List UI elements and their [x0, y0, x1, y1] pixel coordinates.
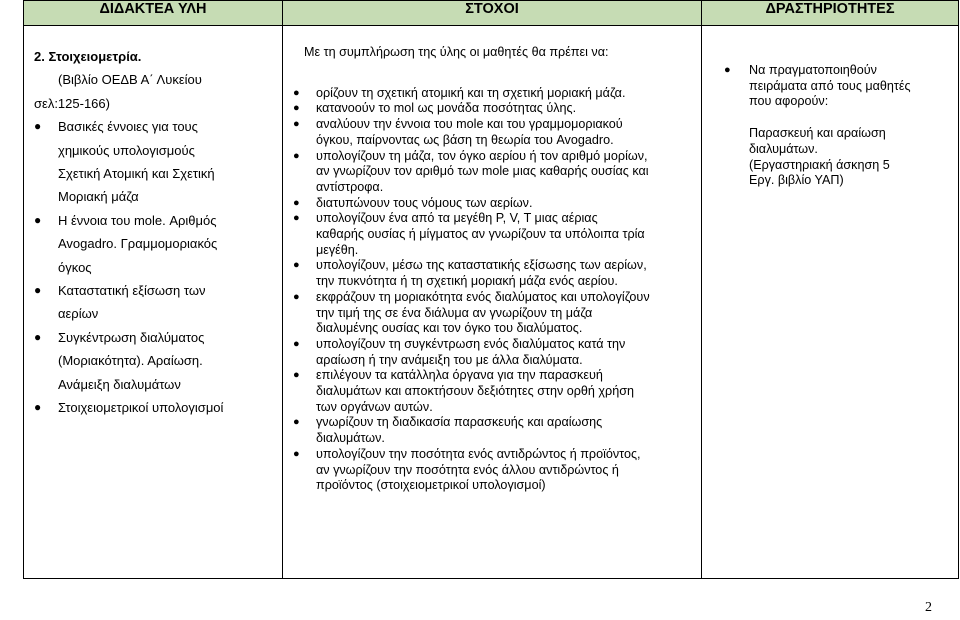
objective-item [293, 258, 701, 289]
objective-line: διαλυμάτων και αποκτήσουν δεξιότητες στην ορθή χρήση [316, 384, 634, 399]
syllabus-item-line: αερίων [58, 306, 99, 322]
header-drastiriotites: ΔΡΑΣΤΗΡΙΟΤΗΤΕΣ [702, 1, 959, 26]
objective-line: υπολογίζουν, μέσω της καταστατικής εξίσωσης των αερίων, [316, 258, 647, 273]
objective-line: των οργάνων αυτών. [316, 399, 433, 414]
objective-item [293, 368, 701, 415]
objective-line: υπολογίζουν ένα από τα μεγέθη P, V, T μιας αέριας [316, 211, 598, 226]
syllabus-item-line: Σχετική Ατομική και Σχετική [58, 166, 215, 182]
syllabus-item-line: Στοιχειομετρικοί υπολογισμοί [58, 400, 224, 416]
objective-line: καθαρής ουσίας ή μίγματος αν γνωρίζουν τα υπόλοιπα τρία [316, 227, 645, 242]
syllabus-cell [24, 26, 283, 579]
content-row [24, 26, 959, 579]
activity-detail-line: Παρασκευή και αραίωση [749, 126, 886, 141]
header-row [24, 1, 959, 26]
curriculum-table [23, 0, 959, 579]
bullet-icon: ● [34, 283, 42, 298]
syllabus-item [34, 396, 282, 419]
section-title: 2. Στοιχειομετρία. [34, 49, 142, 64]
bullet-icon: ● [724, 64, 731, 76]
objective-line: γνωρίζουν τη διαδικασία παρασκευής και αραίωσης [316, 415, 603, 430]
objective-item [293, 195, 701, 212]
syllabus-item-line: όγκος [58, 259, 92, 275]
objective-line: εκφράζουν τη μοριακότητα ενός διαλύματος και υπολογίζουν [316, 289, 650, 304]
bullet-icon: ● [293, 416, 300, 429]
objectives-list [283, 86, 701, 494]
objective-line: αραίωση ή την ανάμειξη του με άλλα διαλύματα. [316, 352, 583, 367]
objective-line: αναλύουν την έννοια του mole και του γραμμομοριακού [316, 117, 623, 132]
syllabus-item-line: χημικούς υπολογισμούς [58, 142, 195, 158]
bullet-icon: ● [34, 212, 42, 227]
activity-detail-line: Εργ. βιβλίο ΥΑΠ) [749, 173, 844, 188]
syllabus-item [34, 279, 282, 326]
objective-line: την πυκνότητα ή τη σχετική μοριακή μάζα ενός αερίου. [316, 274, 618, 289]
bullet-icon: ● [293, 118, 300, 131]
objectives-intro: Με τη συμπλήρωση της ύλης οι μαθητές θα πρέπει να: [304, 45, 609, 59]
activity-details [702, 110, 958, 189]
objective-line: υπολογίζουν τη μάζα, τον όγκο αερίου ή τον αριθμό μορίων, [316, 148, 648, 163]
syllabus-item-line: Συγκέντρωση διαλύματος [58, 329, 205, 345]
objective-line: αντίστροφα. [316, 179, 384, 194]
objective-line: προϊόντος (στοιχειομετρικοί υπολογισμοί) [316, 478, 546, 493]
bullet-icon: ● [293, 337, 300, 350]
syllabus-item-line: Avogadro. Γραμμομοριακός [58, 236, 218, 252]
syllabus-item-line: (Μοριακότητα). Αραίωση. [58, 353, 203, 369]
syllabus-item-line: Η έννοια του mole. Αριθμός [58, 212, 217, 228]
objective-item [293, 85, 701, 102]
syllabus-item [34, 115, 282, 209]
objective-line: διατυπώνουν τους νόμους των αερίων. [316, 195, 533, 210]
syllabus-item [34, 209, 282, 279]
activities-cell [702, 26, 959, 579]
activity-line: Να πραγματοποιηθούν [749, 63, 877, 77]
bullet-icon: ● [293, 290, 300, 303]
bullet-icon: ● [293, 102, 300, 115]
objective-item [293, 336, 701, 368]
bullet-icon: ● [293, 447, 300, 460]
bullet-icon: ● [34, 119, 42, 134]
objective-line: αν γνωρίζουν τον αριθμό των mole μιας καθαρής ουσίας και [316, 164, 649, 179]
syllabus-item-line: Καταστατική εξίσωση των [58, 283, 206, 299]
objective-line: επιλέγουν τα κατάλληλα όργανα για την παρασκευή [316, 368, 603, 383]
objective-line: διαλυμάτων. [316, 431, 385, 446]
objective-line: μεγέθη. [316, 242, 359, 257]
objective-line: όγκου, παίρνοντας ως βάση τη θεωρία του Avogadro. [316, 132, 614, 147]
bullet-icon: ● [293, 369, 300, 382]
objective-item [293, 148, 701, 196]
bullet-icon: ● [293, 86, 300, 99]
book-pages: σελ:125-166) [34, 95, 110, 111]
header-stoxoi: ΣΤΟΧΟΙ [283, 1, 702, 26]
objective-item [293, 446, 701, 494]
bullet-icon: ● [293, 259, 300, 272]
bullet-icon: ● [34, 400, 42, 415]
bullet-icon: ● [293, 196, 300, 209]
syllabus-item-line: Ανάμειξη διαλυμάτων [58, 376, 181, 392]
objective-item [293, 211, 701, 258]
objective-line: διαλυμένης ουσίας και τον όγκο του διαλύματος. [316, 321, 583, 336]
objective-line: υπολογίζουν την ποσότητα ενός αντιδρώντος ή προϊόντος, [316, 446, 641, 461]
syllabus-item-line: Βασικές έννοιες για τους [58, 119, 198, 135]
activity-item [702, 26, 958, 110]
objective-item [293, 101, 701, 117]
activity-line: πειράματα από τους μαθητές [749, 78, 911, 93]
objective-line: υπολογίζουν τη συγκέντρωση ενός διαλύματος κατά την [316, 336, 626, 351]
header-didaktea-yli: ΔΙΔΑΚΤΕΑ ΥΛΗ [24, 1, 283, 26]
objectives-cell [283, 26, 702, 579]
objective-line: κατανοούν το mol ως μονάδα ποσότητας ύλης. [316, 101, 577, 116]
objective-line: την τιμή της σε ένα διάλυμα αν γνωρίζουν τη μάζα [316, 305, 593, 320]
objective-line: αν γνωρίζουν την ποσότητα ενός άλλου αντιδρώντος ή [316, 462, 619, 477]
objective-item [293, 289, 701, 337]
bullet-icon: ● [293, 212, 300, 225]
objective-item [293, 415, 701, 446]
bullet-icon: ● [34, 329, 42, 344]
activity-detail-line: διαλυμάτων. [749, 141, 818, 156]
activity-line: που αφορούν: [749, 94, 829, 109]
syllabus-item-line: Μοριακή μάζα [58, 189, 139, 205]
book-reference: (Βιβλίο ΟΕΔΒ Α΄ Λυκείου [58, 72, 202, 88]
bullet-icon: ● [293, 149, 300, 162]
syllabus-item [34, 326, 282, 396]
activity-detail-line: (Εργαστηριακή άσκηση 5 [749, 157, 890, 172]
objective-item [293, 117, 701, 148]
page-number: 2 [925, 600, 932, 615]
objective-line: ορίζουν τη σχετική ατομική και τη σχετική μοριακή μάζα. [316, 85, 626, 100]
